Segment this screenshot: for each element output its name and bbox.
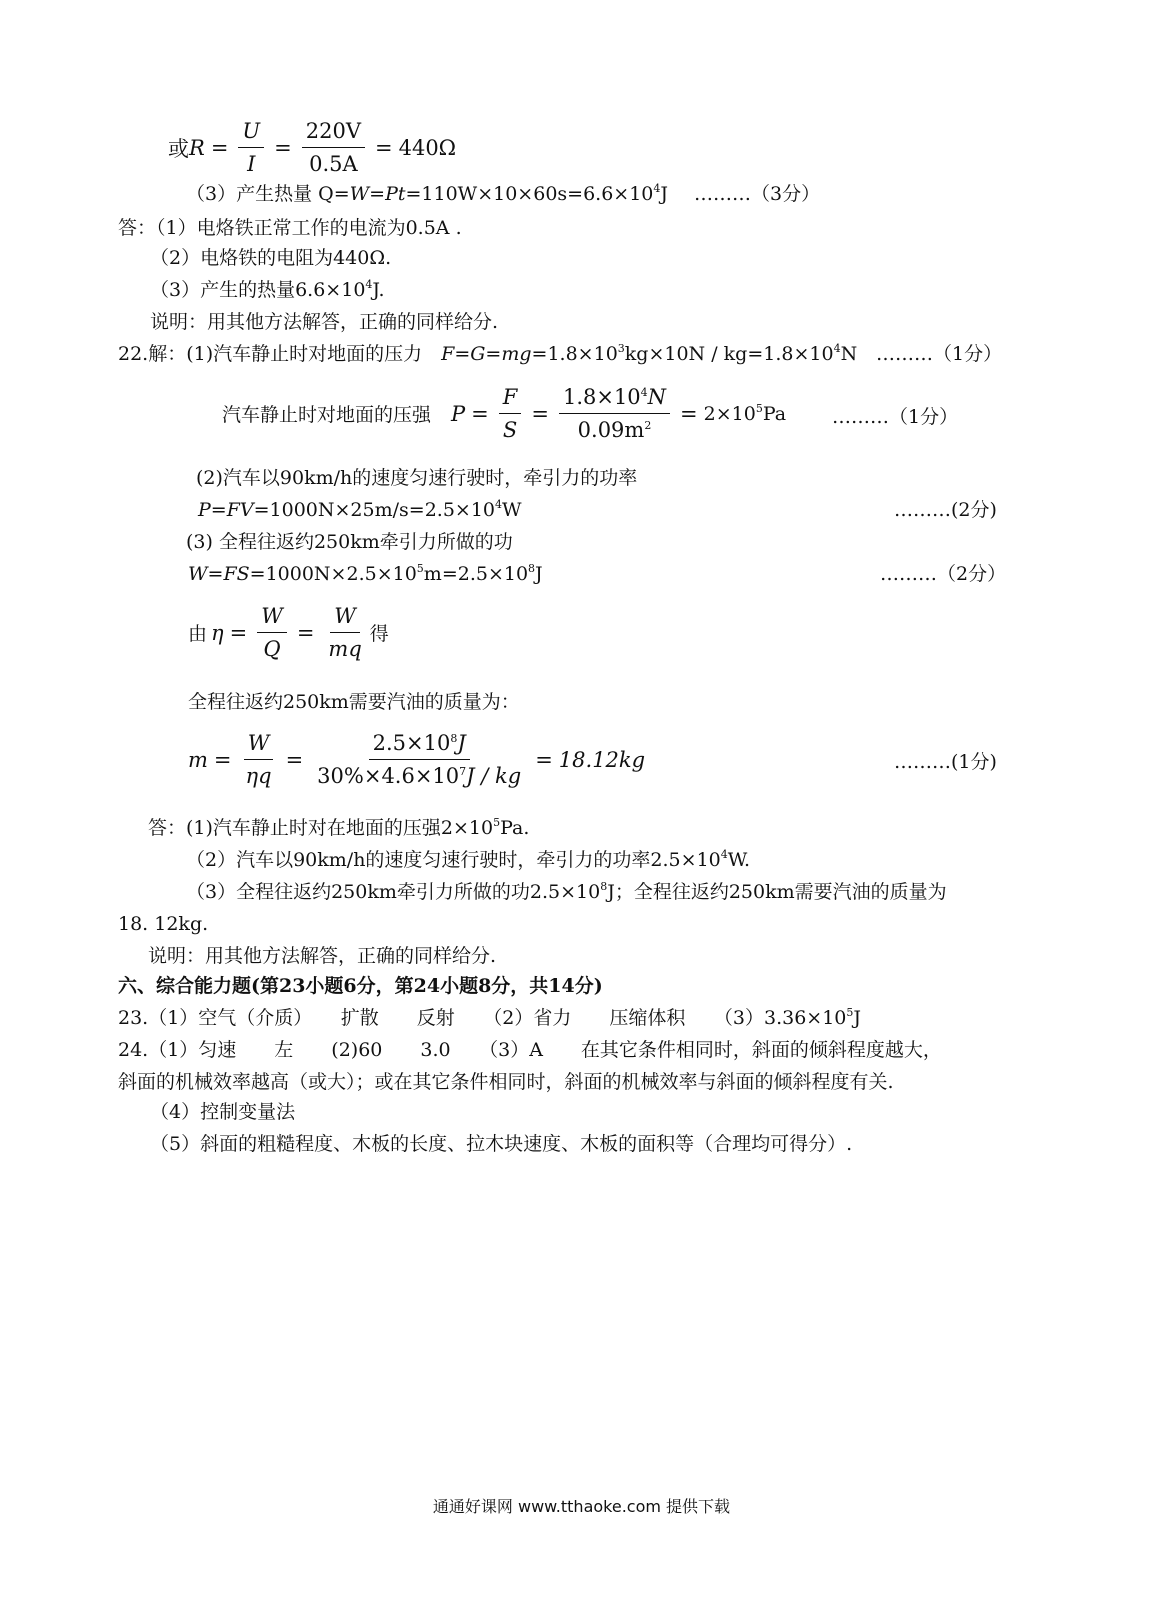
fraction-values: $\frac{220V}{0.5A}$ (302, 118, 365, 177)
q22-line1: 22.解：(1)汽车静止时对地面的压力 $F=G=mg=1.8\times 10^3kg\times 10N / kg=1.8\times 10^4N$ (118, 342, 858, 365)
q22-line6: $W=FS=1000N\times 2.5\times 10^5m=2.5\times 10^8J$ (188, 562, 543, 585)
fraction-f-over-s: $\frac{F}{S}$ (499, 384, 522, 443)
q24-line1: 24.（1）匀速 左 (2)60 3.0 （3）A 在其它条件相同时，斜面的倾斜程度越大， (118, 1039, 942, 1061)
fraction-w-over-mq: $\frac{W}{mq}$ (328, 604, 362, 661)
answer-21-1: 答：（1）电烙铁正常工作的电流为0.5A . (118, 217, 462, 239)
heat-line: （3）产生热量 $Q=W=Pt=110W\times 10\times 60s=6.6\times 10^4J$ (186, 182, 669, 205)
score-q22-pressure: ………（1分） (832, 406, 959, 428)
score-heat: ………（3分） (694, 183, 821, 205)
note-22: 说明：用其他方法解答，正确的同样给分. (148, 945, 497, 967)
score-q22-mass: ………(1分) (894, 751, 997, 773)
answer-21-3: （3）产生的热量$6.6\times 10^4J$. (150, 278, 385, 301)
fraction-w-over-etaq: $\frac{W}{\eta q}$ (245, 731, 272, 788)
page-footer: 通通好课网 www.tthaoke.com 提供下载 (432, 1497, 731, 1516)
answer-22-2: （2）汽车以90km/h的速度匀速行驶时，牵引力的功率$2.5\times 10^4W$. (186, 848, 750, 871)
section-6-heading: 六、综合能力题(第23小题6分，第24小题8分，共14分) (118, 975, 603, 997)
equation-mass: m = $\frac{W}{\eta q}$ = $\frac{2.5\times 10^8J}{30\%\times 4.6\times 10^7J / kg}$ = 18.12kg (188, 731, 646, 788)
score-q22-power: ………(2分) (894, 499, 997, 521)
answer-22-3-cont: 18. 12kg. (118, 913, 209, 935)
fraction-u-over-i: $\frac{U}{I}$ (238, 118, 264, 177)
q23-answer: 23.（1）空气（介质） 扩散 反射 （2）省力 压缩体积 $(3)3.36\times 10^5J$ (118, 1006, 862, 1029)
q24-line2: 斜面的机械效率越高（或大）；或在其它条件相同时，斜面的机械效率与斜面的倾斜程度有关. (118, 1071, 894, 1093)
equation-efficiency: 由 η = $\frac{W}{Q}$ = $\frac{W}{mq}$ 得 (188, 604, 389, 661)
answer-21-2: （2）电烙铁的电阻为440Ω. (150, 247, 392, 269)
q22-line8: 全程往返约250km需要汽油的质量为： (188, 691, 520, 713)
q24-line4: （5）斜面的粗糙程度、木板的长度、拉木块速度、木板的面积等（合理均可得分）. (150, 1133, 853, 1155)
q24-line3: （4）控制变量法 (150, 1101, 296, 1123)
q22-line5: (3) 全程往返约250km牵引力所做的功 (186, 531, 513, 553)
score-q22-work: ………（2分） (880, 563, 1007, 585)
q22-line4: $P=FV=1000N\times 25m/s=2.5\times 10^4W$ (198, 498, 522, 521)
score-q22-1: ………（1分） (876, 343, 1003, 365)
fraction-pressure-values: $\frac{1.8\times 10^4N}{0.09m^2}$ (559, 384, 670, 443)
equation-resistance: 或 R = $\frac{U}{I}$ = $\frac{220V}{0.5A}$ = 440Ω (168, 119, 457, 176)
note-21: 说明：用其他方法解答，正确的同样给分. (150, 311, 499, 333)
fraction-mass-values: $\frac{2.5\times 10^8J}{30\%\times 4.6\times 10^7J / kg}$ (317, 731, 522, 788)
q22-line3: (2)汽车以90km/h的速度匀速行驶时，牵引力的功率 (196, 467, 638, 489)
answer-22-1: 答：(1)汽车静止时对在地面的压强$2\times 10^5Pa$. (148, 816, 530, 839)
fraction-w-over-q: $\frac{W}{Q}$ (257, 603, 287, 662)
equation-pressure: 汽车静止时对地面的压强 P = $\frac{F}{S}$ = $\frac{1.8\times 10^4N}{0.09m^2}$ = $2\times 10^5Pa$ (222, 385, 787, 442)
answer-22-3: （3）全程往返约250km牵引力所做的功$2.5\times 10^8J$；全程往返约250km需要汽油的质量为 (186, 880, 947, 903)
